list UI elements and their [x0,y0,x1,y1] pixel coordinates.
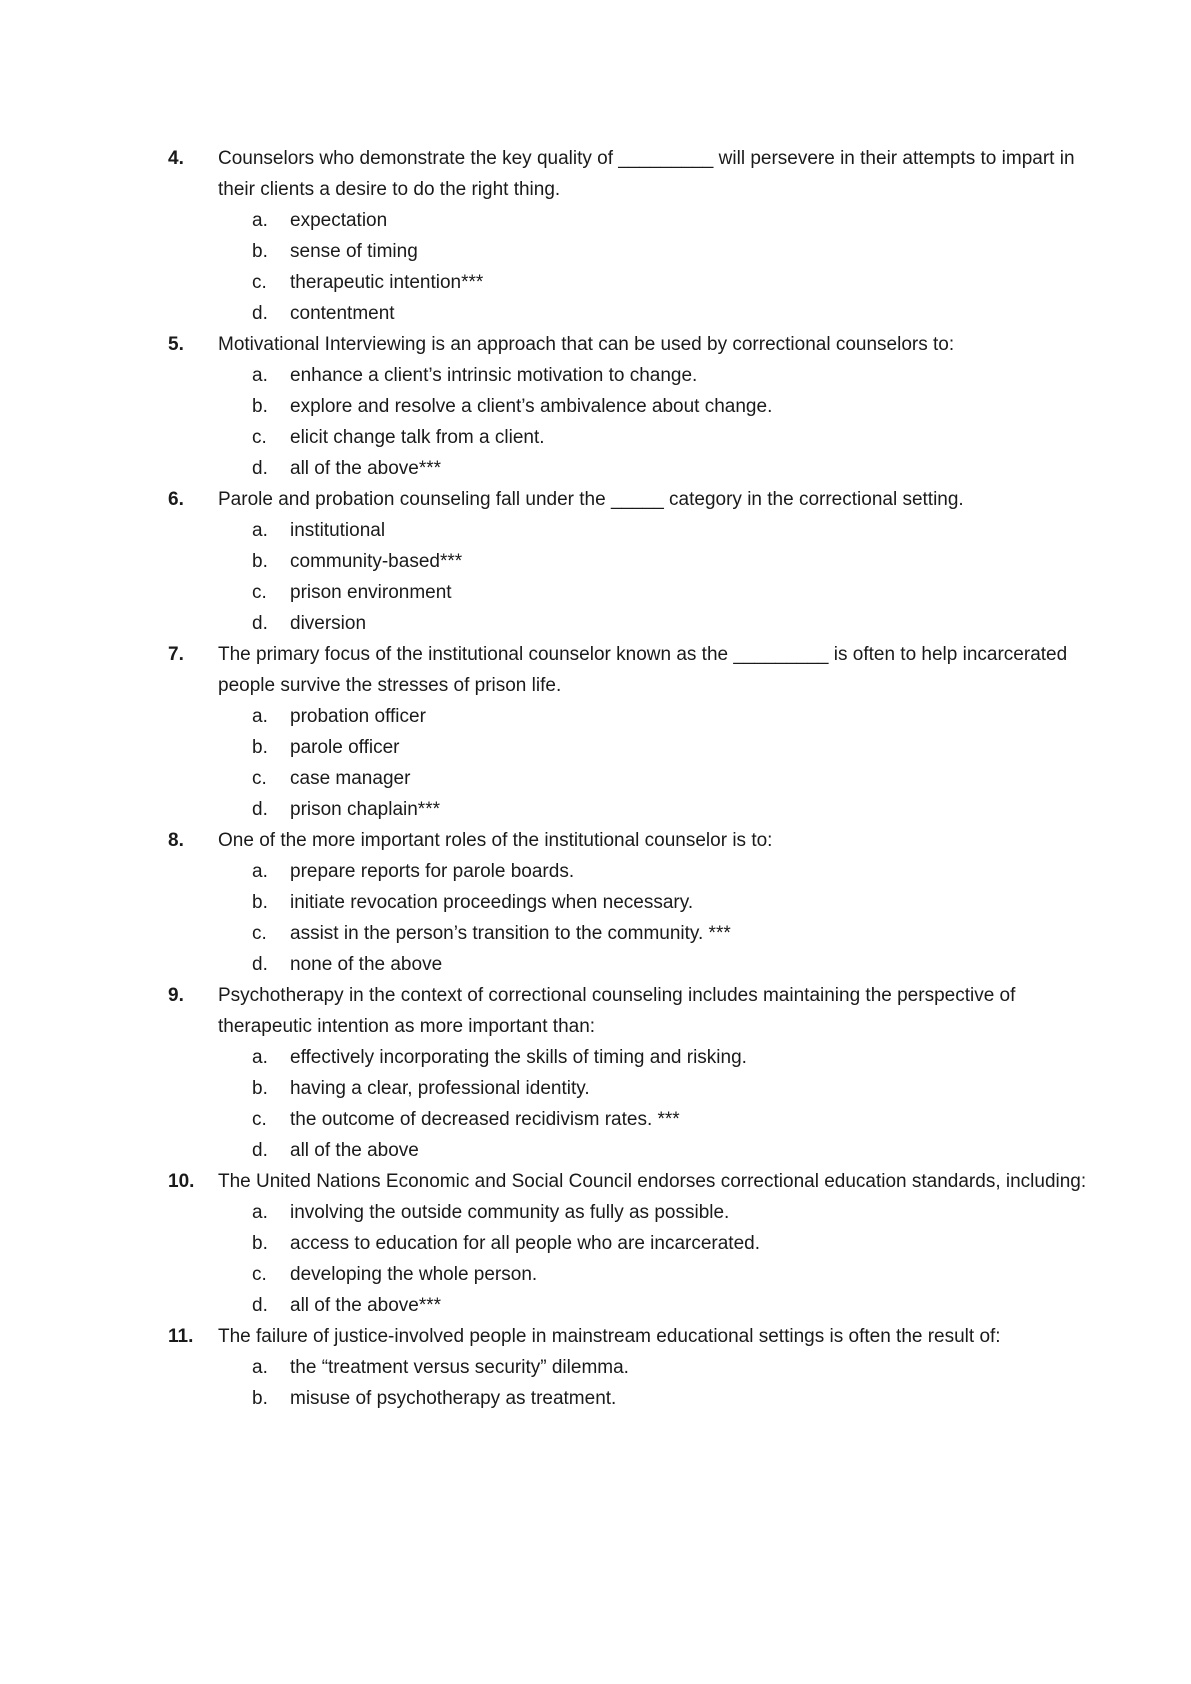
option-text: the outcome of decreased recidivism rates. *** [290,1109,680,1130]
option-letter: b. [252,892,268,913]
option-letter: b. [252,1388,268,1409]
question [168,639,1088,825]
option-text: elicit change talk from a client. [290,427,545,448]
question [168,980,1088,1166]
answer-option [252,856,1088,887]
option-letter: a. [252,1047,268,1068]
option-letter: a. [252,706,268,727]
question-stem [168,825,1088,856]
option-text: parole officer [290,737,400,758]
option-text: having a clear, professional identity. [290,1078,590,1099]
question-stem [168,639,1088,701]
answer-option [252,1228,1088,1259]
option-letter: b. [252,551,268,572]
option-letter: c. [252,768,267,789]
question-text: The primary focus of the institutional counselor known as the _________ is often to help incarcerated people survive the stresses of prison life. [218,644,1068,696]
option-text: enhance a client’s intrinsic motivation to change. [290,365,698,386]
option-text: institutional [290,520,386,541]
answer-option [252,1352,1088,1383]
option-text: expectation [290,210,388,231]
answer-option [252,546,1088,577]
question-stem [168,329,1088,360]
option-letter: c. [252,427,267,448]
option-text: sense of timing [290,241,418,262]
option-letter: a. [252,210,268,231]
question-stem [168,1166,1088,1197]
question-stem [168,1321,1088,1352]
option-letter: a. [252,1202,268,1223]
answer-option [252,887,1088,918]
question [168,1321,1088,1414]
question-text: Psychotherapy in the context of correctional counseling includes maintaining the perspective of therapeutic intention as more important than: [218,985,1016,1037]
answer-option [252,1042,1088,1073]
option-text: all of the above*** [290,458,442,479]
answer-option [252,1383,1088,1414]
option-letter: a. [252,365,268,386]
question-number: 8. [168,830,184,851]
option-text: involving the outside community as fully as possible. [290,1202,730,1223]
question-number: 5. [168,334,184,355]
option-letter: d. [252,799,268,820]
answer-option [252,515,1088,546]
option-letter: a. [252,861,268,882]
question-stem [168,143,1088,205]
option-letter: c. [252,1264,267,1285]
option-text: prison environment [290,582,452,603]
option-text: assist in the person’s transition to the community. *** [290,923,731,944]
option-letter: b. [252,1233,268,1254]
question [168,484,1088,639]
option-text: contentment [290,303,395,324]
question [168,143,1088,329]
answer-option [252,422,1088,453]
answer-option [252,918,1088,949]
option-text: all of the above*** [290,1295,442,1316]
answer-option [252,1290,1088,1321]
question-text: One of the more important roles of the institutional counselor is to: [218,830,773,851]
answer-option [252,794,1088,825]
answer-option [252,763,1088,794]
answer-option [252,1135,1088,1166]
option-letter: d. [252,613,268,634]
option-text: therapeutic intention*** [290,272,484,293]
question-number: 4. [168,148,184,169]
option-text: prison chaplain*** [290,799,440,820]
option-letter: c. [252,923,267,944]
question-number: 10. [168,1171,195,1192]
answer-option [252,1073,1088,1104]
option-letter: b. [252,241,268,262]
answer-option [252,949,1088,980]
option-text: community-based*** [290,551,463,572]
question-number: 6. [168,489,184,510]
option-letter: c. [252,1109,267,1130]
option-letter: d. [252,303,268,324]
answer-option [252,608,1088,639]
question [168,329,1088,484]
option-text: explore and resolve a client’s ambivalence about change. [290,396,773,417]
answer-option [252,267,1088,298]
option-text: probation officer [290,706,426,727]
answer-option [252,360,1088,391]
question-text: Counselors who demonstrate the key quality of _________ will persevere in their attempts to impart in their clients a desire to do the right thing. [218,148,1075,200]
question-stem [168,980,1088,1042]
option-text: misuse of psychotherapy as treatment. [290,1388,617,1409]
option-text: access to education for all people who are incarcerated. [290,1233,760,1254]
option-text: none of the above [290,954,443,975]
option-letter: b. [252,737,268,758]
option-text: the “treatment versus security” dilemma. [290,1357,629,1378]
answer-option [252,205,1088,236]
option-text: initiate revocation proceedings when necessary. [290,892,694,913]
answer-option [252,1104,1088,1135]
option-letter: c. [252,272,267,293]
question-number: 7. [168,644,184,665]
option-text: effectively incorporating the skills of timing and risking. [290,1047,747,1068]
answer-option [252,453,1088,484]
option-letter: a. [252,520,268,541]
answer-option [252,236,1088,267]
question-text: Motivational Interviewing is an approach that can be used by correctional counselors to: [218,334,955,355]
question [168,1166,1088,1321]
question-list [168,143,1088,1414]
question-number: 9. [168,985,184,1006]
option-text: all of the above [290,1140,419,1161]
question-number: 11. [168,1326,194,1347]
question-text: Parole and probation counseling fall under the _____ category in the correctional setting. [218,489,964,510]
option-letter: b. [252,1078,268,1099]
question-text: The failure of justice-involved people in mainstream educational settings is often the result of: [218,1326,1001,1347]
answer-option [252,577,1088,608]
answer-option [252,391,1088,422]
question-text: The United Nations Economic and Social Council endorses correctional education standards, including: [218,1171,1087,1192]
answer-option [252,732,1088,763]
option-letter: d. [252,954,268,975]
answer-option [252,1259,1088,1290]
option-letter: c. [252,582,267,603]
option-letter: a. [252,1357,268,1378]
option-letter: d. [252,1140,268,1161]
answer-option [252,701,1088,732]
option-text: developing the whole person. [290,1264,538,1285]
option-text: prepare reports for parole boards. [290,861,575,882]
option-text: diversion [290,613,367,634]
answer-option [252,298,1088,329]
option-letter: d. [252,1295,268,1316]
question-stem [168,484,1088,515]
option-letter: b. [252,396,268,417]
option-text: case manager [290,768,411,789]
option-letter: d. [252,458,268,479]
question [168,825,1088,980]
answer-option [252,1197,1088,1228]
